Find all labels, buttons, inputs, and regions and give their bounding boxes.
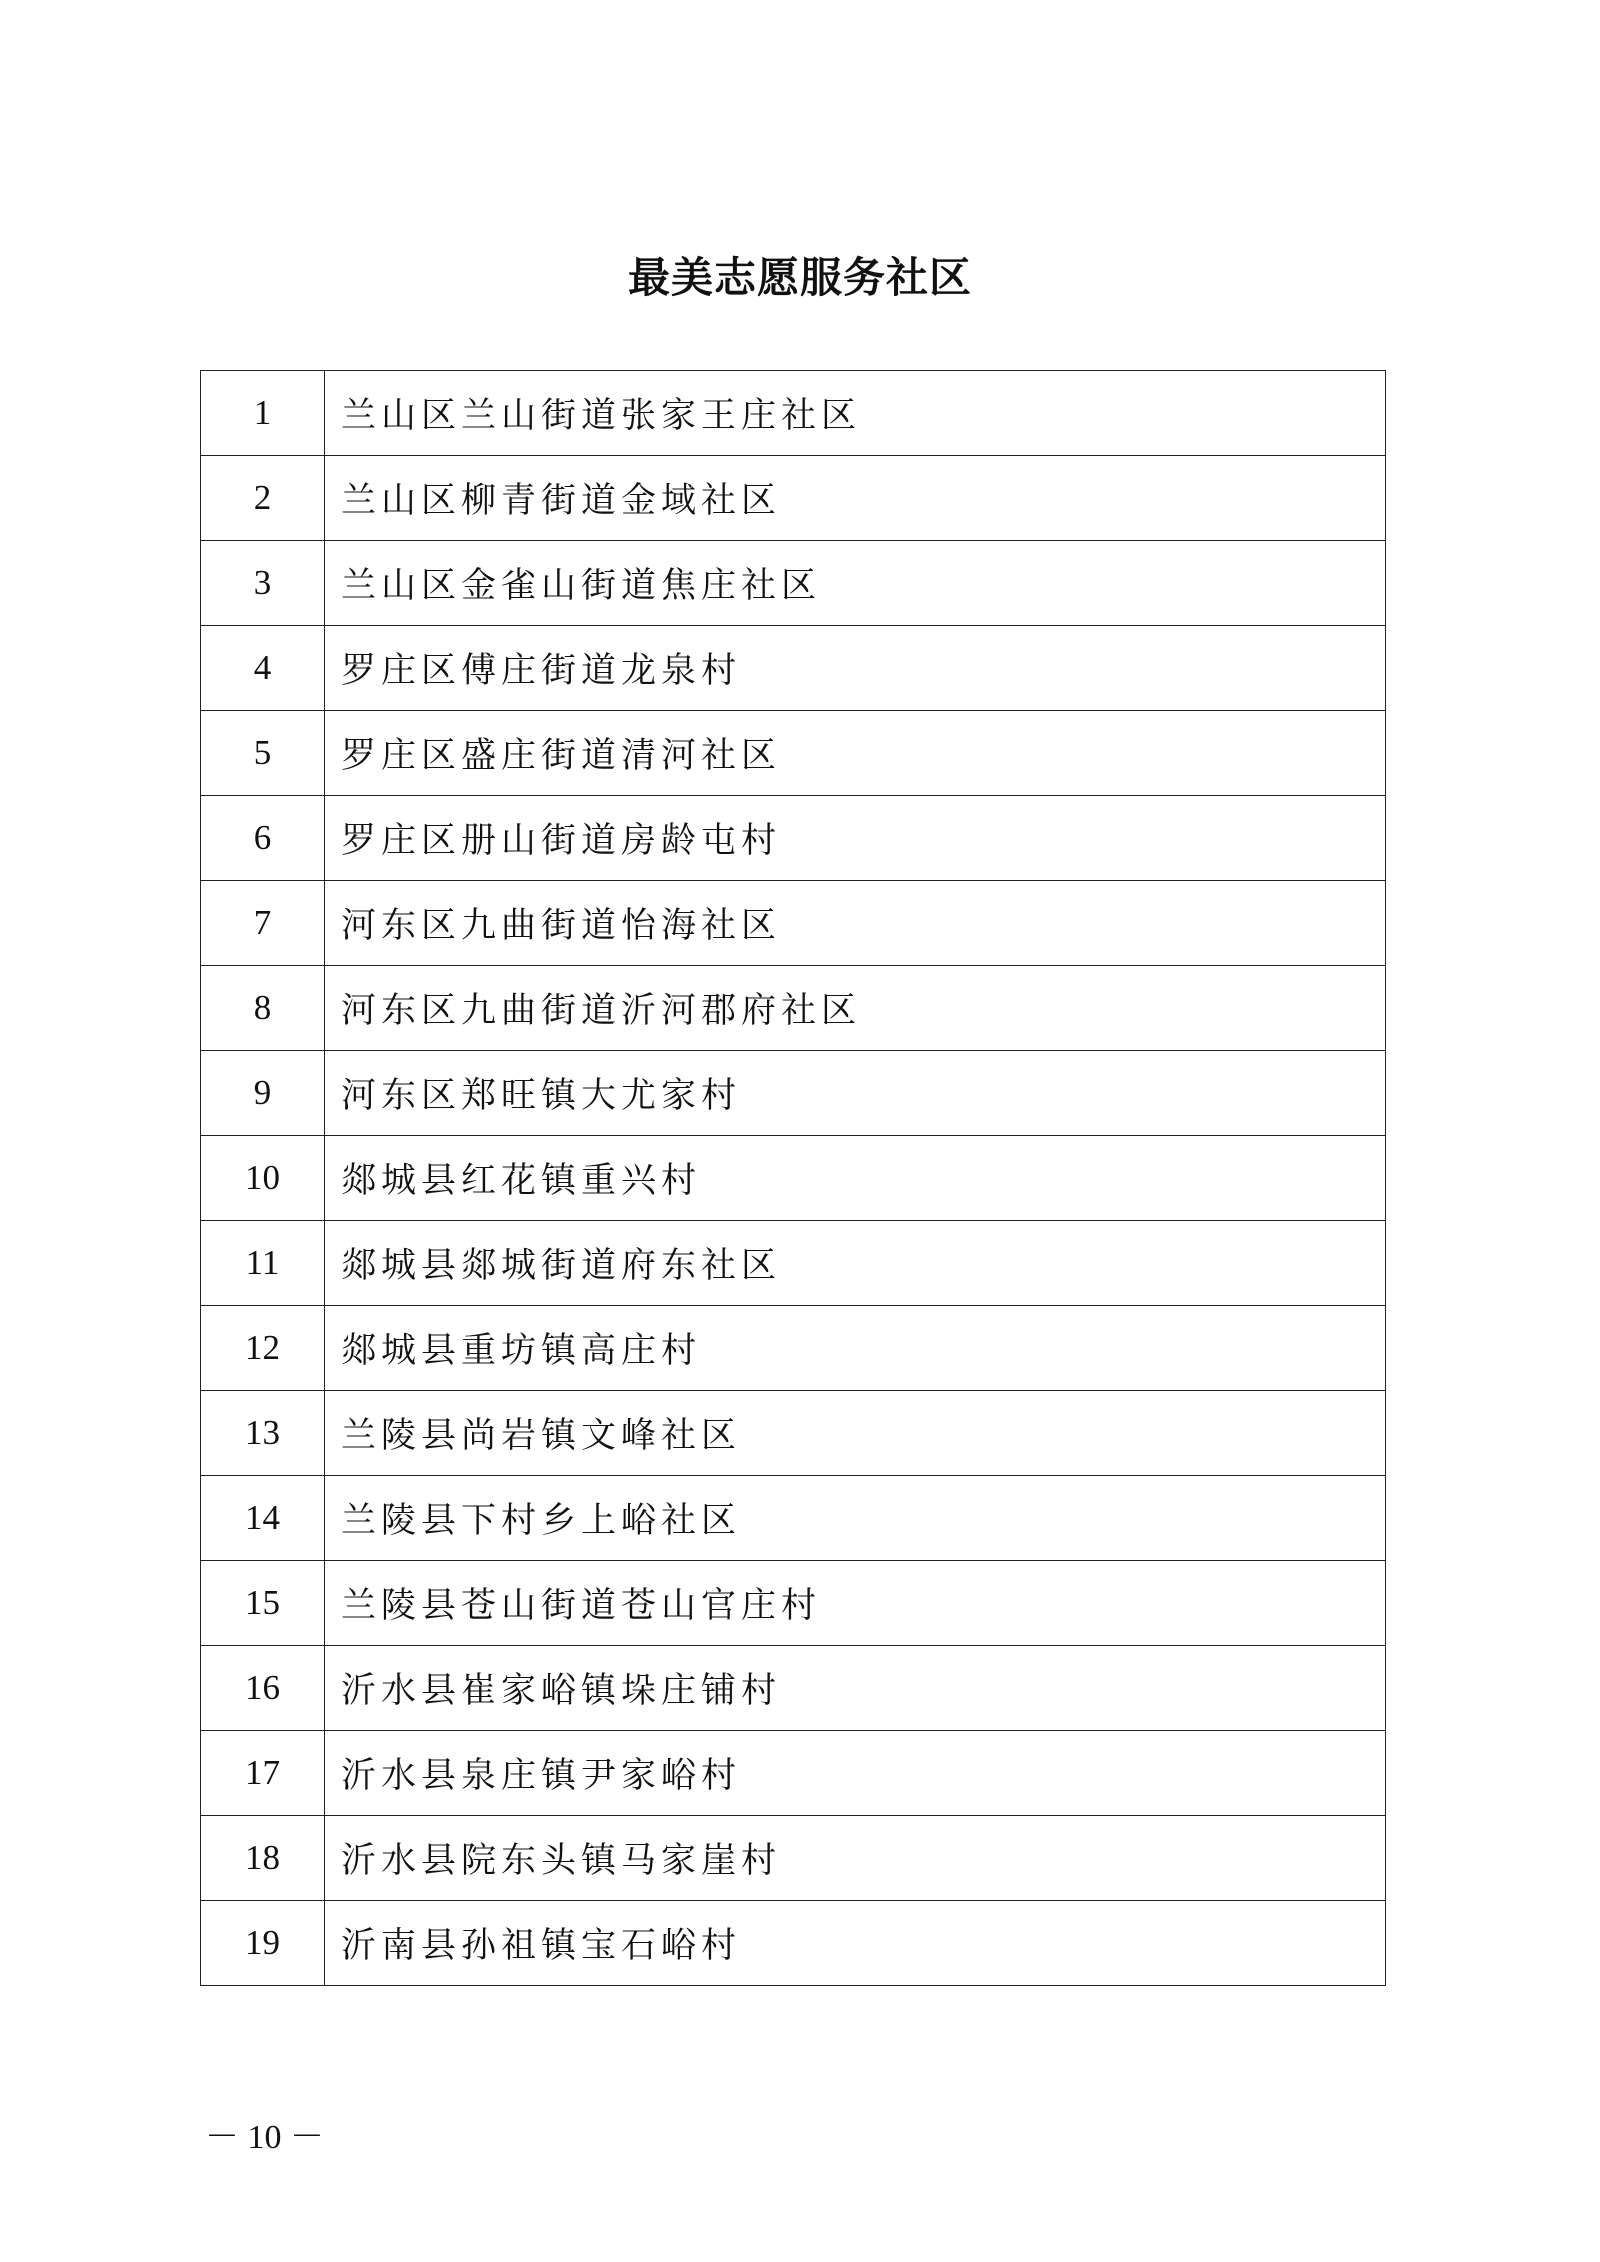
table-row [201,1136,1386,1221]
table-row [201,1646,1386,1731]
community-name: 罗庄区盛庄街道清河社区 [325,711,1386,796]
community-name: 沂水县泉庄镇尹家峪村 [325,1731,1386,1816]
table-row [201,966,1386,1051]
table-row [201,1561,1386,1646]
row-number: 1 [201,371,325,456]
community-name: 郯城县红花镇重兴村 [325,1136,1386,1221]
page-number: － 10 － [205,2119,324,2156]
row-number: 8 [201,966,325,1051]
row-number: 7 [201,881,325,966]
community-name: 沂水县崔家峪镇垛庄铺村 [325,1646,1386,1731]
community-name: 兰陵县尚岩镇文峰社区 [325,1391,1386,1476]
community-name: 兰陵县下村乡上峪社区 [325,1476,1386,1561]
row-number: 17 [201,1731,325,1816]
table-row [201,1901,1386,1986]
row-number: 12 [201,1306,325,1391]
community-name: 河东区九曲街道沂河郡府社区 [325,966,1386,1051]
row-number: 16 [201,1646,325,1731]
page-title: 最美志愿服务社区 [627,253,972,302]
table-row [201,1051,1386,1136]
row-number: 3 [201,541,325,626]
table-row [201,1221,1386,1306]
row-number: 15 [201,1561,325,1646]
community-name: 兰陵县苍山街道苍山官庄村 [325,1561,1386,1646]
community-name: 兰山区金雀山街道焦庄社区 [325,541,1386,626]
community-name: 沂南县孙祖镇宝石峪村 [325,1901,1386,1986]
table-row [201,1391,1386,1476]
row-number: 14 [201,1476,325,1561]
table-row [201,1476,1386,1561]
community-name: 河东区九曲街道怡海社区 [325,881,1386,966]
row-number: 4 [201,626,325,711]
community-name: 郯城县重坊镇高庄村 [325,1306,1386,1391]
table-row [201,541,1386,626]
community-name: 沂水县院东头镇马家崖村 [325,1816,1386,1901]
community-name: 罗庄区册山街道房龄屯村 [325,796,1386,881]
row-number: 6 [201,796,325,881]
row-number: 13 [201,1391,325,1476]
community-name: 河东区郑旺镇大尤家村 [325,1051,1386,1136]
row-number: 9 [201,1051,325,1136]
community-table [200,370,1386,1986]
table-row [201,1306,1386,1391]
row-number: 5 [201,711,325,796]
row-number: 2 [201,456,325,541]
table-row [201,881,1386,966]
table-row [201,1816,1386,1901]
community-name: 兰山区柳青街道金域社区 [325,456,1386,541]
row-number: 11 [201,1221,325,1306]
table-row [201,796,1386,881]
community-name: 罗庄区傅庄街道龙泉村 [325,626,1386,711]
table-row [201,371,1386,456]
row-number: 19 [201,1901,325,1986]
table-row [201,1731,1386,1816]
table-row [201,711,1386,796]
row-number: 18 [201,1816,325,1901]
table-row [201,456,1386,541]
row-number: 10 [201,1136,325,1221]
community-name: 兰山区兰山街道张家王庄社区 [325,371,1386,456]
table-body [201,371,1386,1986]
community-name: 郯城县郯城街道府东社区 [325,1221,1386,1306]
table-row [201,626,1386,711]
